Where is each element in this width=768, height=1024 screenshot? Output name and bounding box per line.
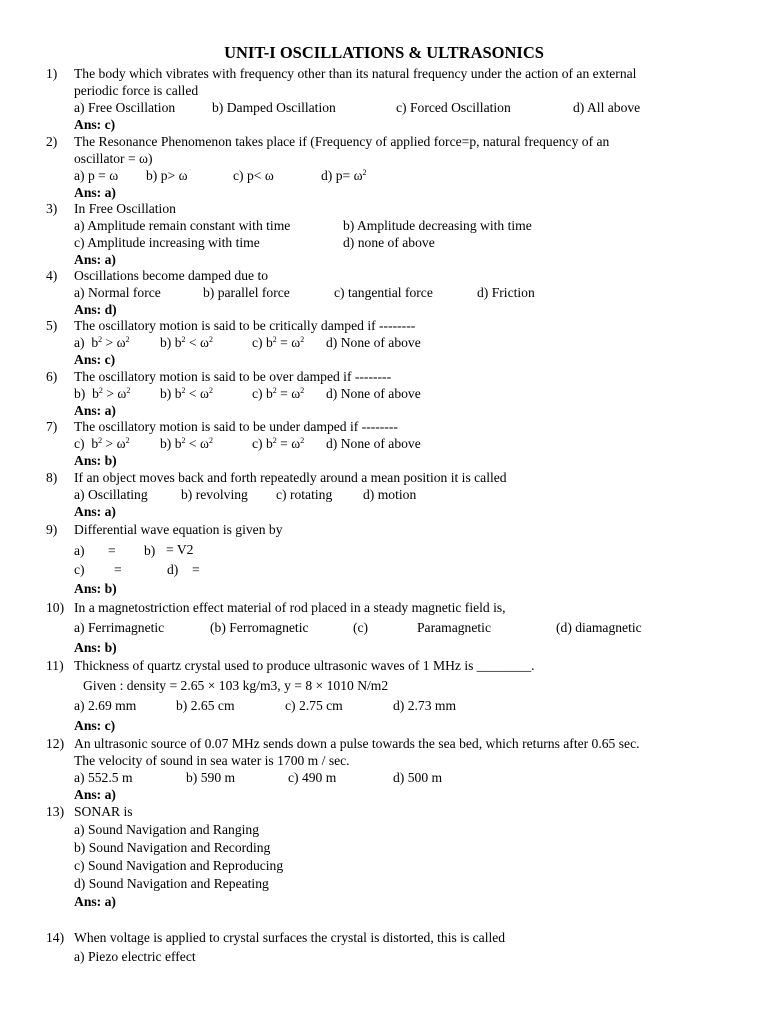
option-b: b) 2.65 cm <box>176 698 235 713</box>
option-b: b) $b^2 < \omega^2$ <box>160 436 213 451</box>
question-text: The oscillatory motion is said to be over damped if -------- <box>74 369 392 384</box>
option-a: a) <box>74 543 85 558</box>
question-text: In Free Oscillation <box>74 201 176 216</box>
page-title: UNIT-I OSCILLATIONS & ULTRASONICS <box>224 43 544 62</box>
option-a: a) Free Oscillation <box>74 100 176 115</box>
answer: Ans: b) <box>74 581 117 596</box>
option-d: d) Sound Navigation and Repeating <box>74 876 269 891</box>
option-c: c) 490 m <box>288 770 337 785</box>
option-d-equation: = <box>192 562 200 577</box>
option-c: c) $b^2 = \omega^2$ <box>252 386 305 401</box>
option-d: d) motion <box>363 487 417 502</box>
question-text: The Resonance Phenomenon takes place if (Frequency of applied force=p, natural frequency of an <box>74 134 610 149</box>
question-text: The body which vibrates with frequency other than its natural frequency under the action of an external <box>74 66 637 81</box>
option-a: a) 2.69 mm <box>74 698 137 713</box>
option-c: c) Forced Oscillation <box>396 100 511 115</box>
question-text: The velocity of sound in sea water is 1700 m / sec. <box>74 753 350 768</box>
answer: Ans: a) <box>74 185 116 200</box>
option-c: c) rotating <box>276 487 333 502</box>
option-c: c) p< ω <box>233 168 274 183</box>
option-a: a) Oscillating <box>74 487 148 502</box>
option-b: b) p> ω <box>146 168 188 183</box>
option-b: b) Amplitude decreasing with time <box>343 218 532 233</box>
option-d: d) All above <box>573 100 641 115</box>
answer: Ans: d) <box>74 302 117 317</box>
answer: Ans: a) <box>74 403 116 418</box>
option-c: c) $b^2 = \omega^2$ <box>252 335 305 350</box>
question-text: Thickness of quartz crystal used to produce ultrasonic waves of 1 MHz is ________. <box>74 658 535 673</box>
option-b: b) Damped Oscillation <box>212 100 336 115</box>
question-number: 12) <box>46 736 65 751</box>
question-number: 13) <box>46 804 65 819</box>
option-d: d) Friction <box>477 285 535 300</box>
option-a: a) Ferrimagnetic <box>74 620 165 635</box>
option-b: b) parallel force <box>203 285 290 300</box>
option-c: c) 2.75 cm <box>285 698 343 713</box>
question-text: oscillator = ω) <box>74 151 153 166</box>
option-d: d) <box>167 562 179 577</box>
option-c-text: Paramagnetic <box>417 620 491 635</box>
question-number: 9) <box>46 522 58 537</box>
question-number: 4) <box>46 268 58 283</box>
option-c: c) Sound Navigation and Reproducing <box>74 858 284 873</box>
option-b: b) Sound Navigation and Recording <box>74 840 271 855</box>
question-text: In a magnetostriction effect material of rod placed in a steady magnetic field is, <box>74 600 506 615</box>
question-number: 3) <box>46 201 58 216</box>
option-c: c) Amplitude increasing with time <box>74 235 260 250</box>
question-text: An ultrasonic source of 0.07 MHz sends down a pulse towards the sea bed, which returns after 0.65 sec. <box>74 736 640 751</box>
question-text: Differential wave equation is given by <box>74 522 283 537</box>
option-a: a) Sound Navigation and Ranging <box>74 822 259 837</box>
option-b: (b) Ferromagnetic <box>210 620 309 635</box>
answer: Ans: b) <box>74 640 117 655</box>
option-a: b) $b^2 > \omega^2$ <box>74 386 131 401</box>
option-a-equation: = <box>108 543 116 558</box>
question-number: 11) <box>46 658 64 673</box>
option-c: c) tangential force <box>334 285 433 300</box>
question-number: 7) <box>46 419 58 434</box>
question-number: 2) <box>46 134 58 149</box>
option-a: a) Amplitude remain constant with time <box>74 218 291 233</box>
answer: Ans: c) <box>74 117 116 132</box>
option-d: d) None of above <box>326 335 421 350</box>
option-a: a) 552.5 m <box>74 770 133 785</box>
answer: Ans: b) <box>74 453 117 468</box>
option-c: (c) <box>353 620 369 635</box>
answer: Ans: a) <box>74 252 116 267</box>
question-number: 6) <box>46 369 58 384</box>
option-b: b) $b^2 < \omega^2$ <box>160 386 213 401</box>
question-text: periodic force is called <box>74 83 199 98</box>
question-number: 10) <box>46 600 65 615</box>
question-text: Oscillations become damped due to <box>74 268 269 283</box>
option-d: d) None of above <box>326 386 421 401</box>
option-a: a) Piezo electric effect <box>74 949 196 964</box>
question-text: The oscillatory motion is said to be critically damped if -------- <box>74 318 416 333</box>
option-a: c) $b^2 > \omega^2$ <box>74 436 130 451</box>
option-c: c) $b^2 = \omega^2$ <box>252 436 305 451</box>
option-b: b) $b^2 < \omega^2$ <box>160 335 213 350</box>
option-a: a) $b^2 > \omega^2$ <box>74 335 130 350</box>
option-a: a) Normal force <box>74 285 161 300</box>
answer: Ans: c) <box>74 352 116 367</box>
option-c: c) <box>74 562 85 577</box>
option-b-equation: = V2 <box>166 542 194 557</box>
answer: Ans: a) <box>74 894 116 909</box>
question-given: Given : density = 2.65 × 103 kg/m3, y = 8 × 1010 N/m2 <box>83 678 389 693</box>
question-number: 14) <box>46 930 65 945</box>
option-d: d) 500 m <box>393 770 443 785</box>
question-text: If an object moves back and forth repeatedly around a mean position it is called <box>74 470 507 485</box>
question-text: When voltage is applied to crystal surfaces the crystal is distorted, this is called <box>74 930 506 945</box>
option-c-equation: = <box>114 562 122 577</box>
answer: Ans: c) <box>74 718 116 733</box>
answer: Ans: a) <box>74 504 116 519</box>
question-text: SONAR is <box>74 804 133 819</box>
option-d: d) None of above <box>326 436 421 451</box>
option-b: b) <box>144 543 156 558</box>
option-d: d) none of above <box>343 235 435 250</box>
option-b: b) revolving <box>181 487 248 502</box>
question-number: 8) <box>46 470 58 485</box>
option-d: d) 2.73 mm <box>393 698 457 713</box>
answer: Ans: a) <box>74 787 116 802</box>
question-number: 5) <box>46 318 58 333</box>
option-d: (d) diamagnetic <box>556 620 642 635</box>
option-b: b) 590 m <box>186 770 236 785</box>
option-a: a) p = ω <box>74 168 119 183</box>
question-number: 1) <box>46 66 58 81</box>
question-text: The oscillatory motion is said to be under damped if -------- <box>74 419 398 434</box>
option-d: d) $p= \omega^2$ <box>321 168 367 183</box>
